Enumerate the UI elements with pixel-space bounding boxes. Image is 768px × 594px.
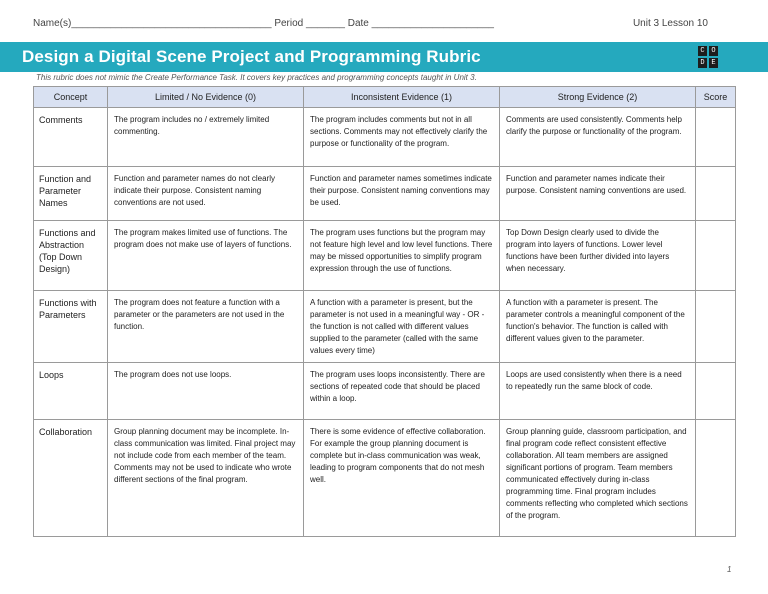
score-cell[interactable] xyxy=(696,108,736,167)
score-cell[interactable] xyxy=(696,420,736,537)
logo-letter-d: D xyxy=(697,57,708,69)
inconsistent-cell: The program uses loops inconsistently. There are sections of repeated code that should be placed within a loop. xyxy=(304,363,500,420)
table-row xyxy=(34,108,736,167)
table-row xyxy=(34,363,736,420)
table-row xyxy=(34,291,736,363)
concept-cell: Functions with Parameters xyxy=(34,291,108,363)
inconsistent-cell: A function with a parameter is present, but the parameter is not used in a meaningful way - OR - the function is not called with different values supplied to the parameter (called with the same values every time) xyxy=(304,291,500,363)
table-header-row xyxy=(34,87,736,108)
logo-letter-e: E xyxy=(708,57,719,69)
inconsistent-cell: There is some evidence of effective collaboration. For example the group planning document is complete but in-class communication was weak, leading to program components that do not mesh well. xyxy=(304,420,500,537)
logo-letter-o: O xyxy=(708,45,719,57)
rubric-table xyxy=(33,86,736,537)
header-concept: Concept xyxy=(34,87,108,108)
score-cell[interactable] xyxy=(696,291,736,363)
inconsistent-cell: Function and parameter names sometimes indicate their purpose. Consistent naming conventions may be used. xyxy=(304,167,500,221)
score-cell[interactable] xyxy=(696,221,736,291)
score-cell[interactable] xyxy=(696,363,736,420)
limited-cell: Function and parameter names do not clearly indicate their purpose. Consistent naming conventions are not used. xyxy=(108,167,304,221)
page-title: Design a Digital Scene Project and Programming Rubric xyxy=(22,47,481,66)
header-inconsistent: Inconsistent Evidence (1) xyxy=(304,87,500,108)
score-cell[interactable] xyxy=(696,167,736,221)
code-org-logo xyxy=(697,45,719,69)
header-strong: Strong Evidence (2) xyxy=(500,87,696,108)
concept-cell: Comments xyxy=(34,108,108,167)
strong-cell: Top Down Design clearly used to divide the program into layers of functions. Lower level functions have been further divided into layers when necessary. xyxy=(500,221,696,291)
table-row xyxy=(34,420,736,537)
title-banner xyxy=(0,42,768,72)
limited-cell: Group planning document may be incomplete. In-class communication was limited. Final project may not include code from each member of the team. Comments may not be used to indicate who wrote different sections of the final program. xyxy=(108,420,304,537)
limited-cell: The program does not use loops. xyxy=(108,363,304,420)
concept-cell: Function and Parameter Names xyxy=(34,167,108,221)
inconsistent-cell: The program includes comments but not in all sections. Comments may not effectively clarify the purpose or functionality of the program. xyxy=(304,108,500,167)
strong-cell: A function with a parameter is present. The parameter controls a meaningful component of the function's behavior. The function is called with different values given to the parameter. xyxy=(500,291,696,363)
limited-cell: The program does not feature a function with a parameter or the parameters are not used in the function. xyxy=(108,291,304,363)
table-row xyxy=(34,221,736,291)
strong-cell: Comments are used consistently. Comments help clarify the purpose or functionality of the program. xyxy=(500,108,696,167)
name-period-date-fields: Name(s)____________________________________ Period _______ Date ______________________ xyxy=(33,18,494,29)
page-number: 1 xyxy=(727,565,732,574)
strong-cell: Group planning guide, classroom participation, and final program code reflect consistent effective collaboration. All team members are assigned significant portions of program. Team members communicated effectively during in-class programming time. Final program includes comments reflecting who completed which sections of the program. xyxy=(500,420,696,537)
table-row xyxy=(34,167,736,221)
header-limited: Limited / No Evidence (0) xyxy=(108,87,304,108)
lesson-label: Unit 3 Lesson 10 xyxy=(632,18,708,29)
concept-cell: Collaboration xyxy=(34,420,108,537)
strong-cell: Function and parameter names indicate their purpose. Consistent naming conventions are used. xyxy=(500,167,696,221)
limited-cell: The program makes limited use of functions. The program does not make use of layers of functions. xyxy=(108,221,304,291)
strong-cell: Loops are used consistently when there is a need to repeatedly run the same block of code. xyxy=(500,363,696,420)
header-line xyxy=(33,18,708,29)
concept-cell: Functions and Abstraction (Top Down Design) xyxy=(34,221,108,291)
rubric-note: This rubric does not mimic the Create Performance Task. It covers key practices and programming concepts taught in Unit 3. xyxy=(36,73,477,82)
limited-cell: The program includes no / extremely limited commenting. xyxy=(108,108,304,167)
header-score: Score xyxy=(696,87,736,108)
concept-cell: Loops xyxy=(34,363,108,420)
inconsistent-cell: The program uses functions but the program may not feature high level and low level functions. There may be missed opportunities to simplify program expression through the use of functions. xyxy=(304,221,500,291)
logo-letter-c: C xyxy=(697,45,708,57)
